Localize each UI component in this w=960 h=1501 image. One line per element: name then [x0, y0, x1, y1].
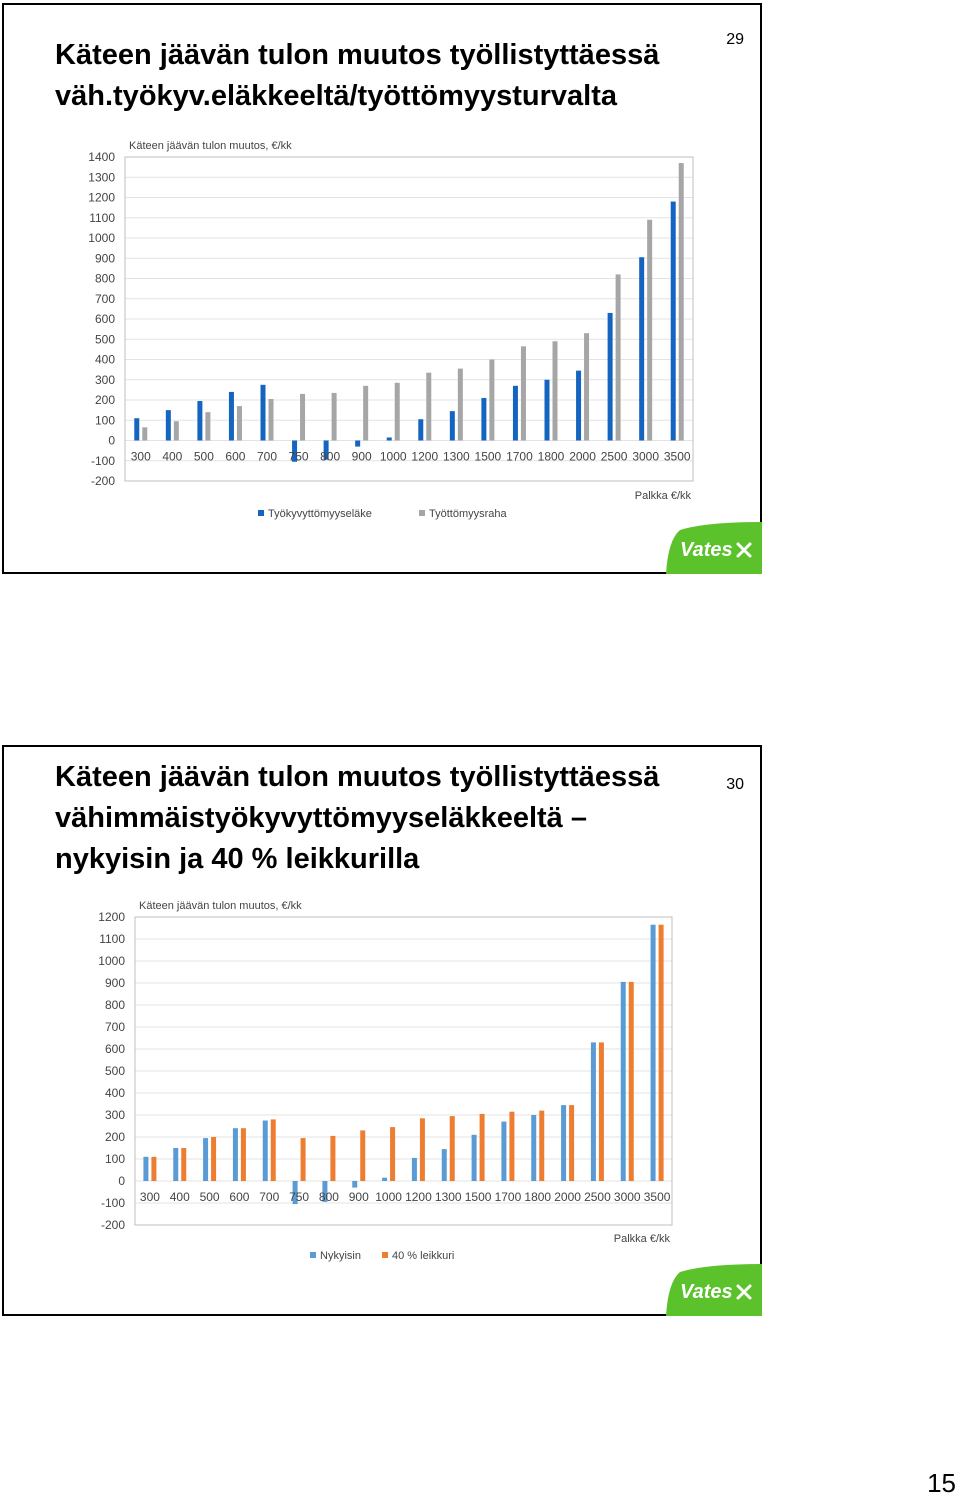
slide-29 — [2, 3, 762, 574]
bar — [241, 1128, 246, 1181]
legend-swatch — [419, 510, 425, 516]
y-tick-label: 600 — [94, 312, 115, 326]
y-tick-label: 1200 — [98, 910, 125, 924]
x-tick-label: 750 — [288, 449, 309, 464]
y-tick-label: 500 — [104, 1064, 125, 1078]
bar — [263, 1121, 268, 1182]
x-tick-label: 1700 — [494, 1190, 522, 1204]
y-tick-label: 200 — [94, 393, 115, 407]
bar — [143, 1157, 148, 1181]
x-tick-label: 2000 — [569, 449, 596, 464]
x-tick-label: 500 — [199, 1190, 220, 1204]
bar — [501, 1122, 506, 1181]
bar — [387, 437, 392, 440]
bar — [621, 982, 626, 1181]
y-tick-label: 0 — [108, 433, 115, 448]
bar — [651, 925, 656, 1181]
slide-number: 29 — [726, 31, 744, 48]
legend-label: Työkyvyttömyyseläke — [268, 508, 372, 520]
bar — [489, 360, 494, 441]
bar-chart — [77, 121, 697, 526]
x-tick-label: 600 — [229, 1190, 250, 1204]
y-tick-label: -100 — [100, 1196, 125, 1210]
x-tick-label: 750 — [289, 1190, 310, 1204]
bar — [442, 1149, 447, 1181]
x-tick-label: 400 — [169, 1190, 190, 1204]
bar — [229, 392, 234, 441]
logo-text: Vates — [680, 1281, 733, 1303]
bar — [382, 1178, 387, 1181]
bar — [531, 1115, 536, 1181]
bar — [142, 427, 147, 440]
bar — [458, 369, 463, 441]
chart-tulon-muutos-leikkuri — [90, 886, 680, 1272]
bar — [450, 411, 455, 440]
y-tick-label: 800 — [104, 998, 125, 1012]
bar — [561, 1105, 566, 1181]
x-tick-label: 800 — [318, 1190, 339, 1204]
chart-tulon-muutos-tyottomyysturva — [77, 121, 697, 526]
y-tick-label: 500 — [94, 332, 115, 347]
x-tick-label: 2000 — [554, 1190, 581, 1204]
x-tick-label: 1500 — [464, 1190, 492, 1204]
x-tick-label: 1200 — [411, 449, 439, 464]
bar — [173, 1148, 178, 1181]
bar — [301, 1138, 306, 1181]
bar — [509, 1112, 514, 1181]
y-tick-label: 200 — [104, 1130, 125, 1144]
y-tick-label: 1200 — [88, 190, 115, 205]
bar — [659, 925, 664, 1181]
bar — [237, 406, 242, 440]
x-tick-label: 400 — [162, 449, 183, 464]
y-tick-label: 300 — [94, 372, 115, 387]
legend-label: 40 % leikkuri — [392, 1250, 455, 1262]
y-tick-label: 1400 — [88, 150, 115, 164]
bar — [269, 399, 274, 441]
y-tick-label: 1000 — [98, 954, 125, 968]
bar — [233, 1128, 238, 1181]
bar — [553, 341, 558, 440]
bar — [134, 418, 139, 440]
y-tick-label: -200 — [100, 1218, 125, 1232]
bar — [426, 373, 431, 441]
x-tick-label: 1200 — [405, 1190, 432, 1204]
bar — [352, 1181, 357, 1188]
bar — [390, 1127, 395, 1181]
x-tick-label: 1700 — [506, 449, 533, 464]
chart-title: Käteen jäävän tulon muutos, €/kk — [139, 900, 302, 912]
y-tick-label: 1300 — [88, 170, 115, 185]
slide-number: 30 — [726, 776, 744, 793]
bar — [332, 393, 337, 441]
bar — [481, 398, 486, 441]
bar — [480, 1114, 485, 1181]
bar — [576, 371, 581, 441]
slide-title: Käteen jäävän tulon muutos työllistyttäessä vähimmäistyökyvyttömyyseläkkeeltä – nykyisin ja 40 % leikkurilla — [55, 761, 660, 875]
bar — [395, 383, 400, 441]
bar — [591, 1042, 596, 1181]
y-tick-label: 700 — [104, 1020, 125, 1034]
bar — [599, 1042, 604, 1181]
y-tick-label: 600 — [104, 1042, 125, 1056]
x-tick-label: 1000 — [375, 1190, 402, 1204]
bar — [584, 333, 589, 440]
x-tick-label: 1000 — [379, 449, 407, 464]
x-tick-label: 800 — [320, 449, 341, 464]
bar — [181, 1148, 186, 1181]
y-tick-label: 1100 — [89, 210, 115, 225]
bar — [521, 346, 526, 440]
bar — [608, 313, 613, 441]
y-tick-label: 400 — [104, 1086, 125, 1100]
x-tick-label: 3000 — [613, 1190, 641, 1204]
y-tick-label: 300 — [104, 1108, 125, 1122]
y-tick-label: 0 — [118, 1174, 125, 1188]
x-tick-label: 1500 — [474, 449, 502, 464]
y-tick-label: 100 — [104, 1152, 125, 1166]
x-axis-label: Palkka €/kk — [634, 490, 691, 502]
bar — [412, 1158, 417, 1181]
bar — [639, 257, 644, 440]
bar — [330, 1136, 335, 1181]
bar — [271, 1119, 276, 1181]
x-tick-label: 2500 — [600, 449, 628, 464]
y-tick-label: 1100 — [99, 932, 125, 946]
legend-label: Nykyisin — [320, 1250, 361, 1262]
bar — [261, 385, 266, 441]
x-tick-label: 1300 — [442, 449, 470, 464]
x-tick-label: 3000 — [632, 449, 660, 464]
bar — [363, 386, 368, 441]
x-tick-label: 600 — [225, 449, 246, 464]
bar — [513, 386, 518, 441]
bar — [450, 1116, 455, 1181]
x-tick-label: 900 — [351, 449, 372, 464]
vates-logo — [666, 522, 762, 574]
bar — [205, 412, 210, 440]
y-tick-label: 700 — [94, 291, 115, 306]
bar — [211, 1137, 216, 1181]
bar — [569, 1105, 574, 1181]
bar — [647, 220, 652, 441]
x-tick-label: 300 — [130, 449, 151, 464]
x-tick-label: 1800 — [524, 1190, 552, 1204]
bar — [360, 1130, 365, 1181]
x-tick-label: 300 — [139, 1190, 160, 1204]
bar — [679, 163, 684, 440]
bar — [300, 394, 305, 441]
x-tick-label: 1300 — [434, 1190, 462, 1204]
bar — [418, 419, 423, 440]
legend-swatch — [258, 510, 264, 516]
bar-chart — [90, 886, 680, 1272]
vates-logo — [666, 1264, 762, 1316]
y-tick-label: -100 — [90, 453, 115, 468]
chart-title: Käteen jäävän tulon muutos, €/kk — [129, 140, 292, 152]
y-tick-label: 900 — [94, 251, 115, 266]
x-tick-label: 700 — [259, 1190, 280, 1204]
bar — [174, 421, 179, 440]
y-tick-label: -200 — [90, 474, 115, 488]
bar — [420, 1118, 425, 1181]
legend-swatch — [310, 1252, 316, 1258]
x-tick-label: 3500 — [663, 449, 691, 464]
x-tick-label: 500 — [193, 449, 214, 464]
bar — [616, 274, 621, 440]
y-tick-label: 1000 — [88, 231, 115, 245]
bar — [629, 982, 634, 1181]
bar — [472, 1135, 477, 1181]
y-tick-label: 900 — [104, 976, 125, 990]
bar — [545, 380, 550, 441]
legend-swatch — [382, 1252, 388, 1258]
page-number: 15 — [927, 1468, 956, 1498]
legend-label: Työttömyysraha — [429, 508, 507, 520]
x-tick-label: 700 — [256, 449, 278, 464]
x-tick-label: 2500 — [584, 1190, 611, 1204]
bar — [355, 441, 360, 447]
bar — [151, 1157, 156, 1181]
x-tick-label: 1800 — [537, 449, 565, 464]
y-tick-label: 100 — [94, 413, 115, 428]
bar — [671, 202, 676, 441]
x-axis-label: Palkka €/kk — [613, 1233, 670, 1245]
logo-text: Vates — [680, 539, 733, 561]
slide-30 — [2, 745, 762, 1316]
x-tick-label: 3500 — [643, 1190, 671, 1204]
slide-title: Käteen jäävän tulon muutos työllistyttäessä väh.työkyv.eläkkeeltä/työttömyysturvalta — [55, 39, 660, 112]
bar — [166, 410, 171, 440]
x-tick-label: 900 — [348, 1190, 369, 1204]
y-tick-label: 400 — [94, 352, 115, 367]
y-tick-label: 800 — [94, 271, 115, 286]
bar — [203, 1138, 208, 1181]
bar — [197, 401, 202, 440]
bar — [539, 1111, 544, 1181]
